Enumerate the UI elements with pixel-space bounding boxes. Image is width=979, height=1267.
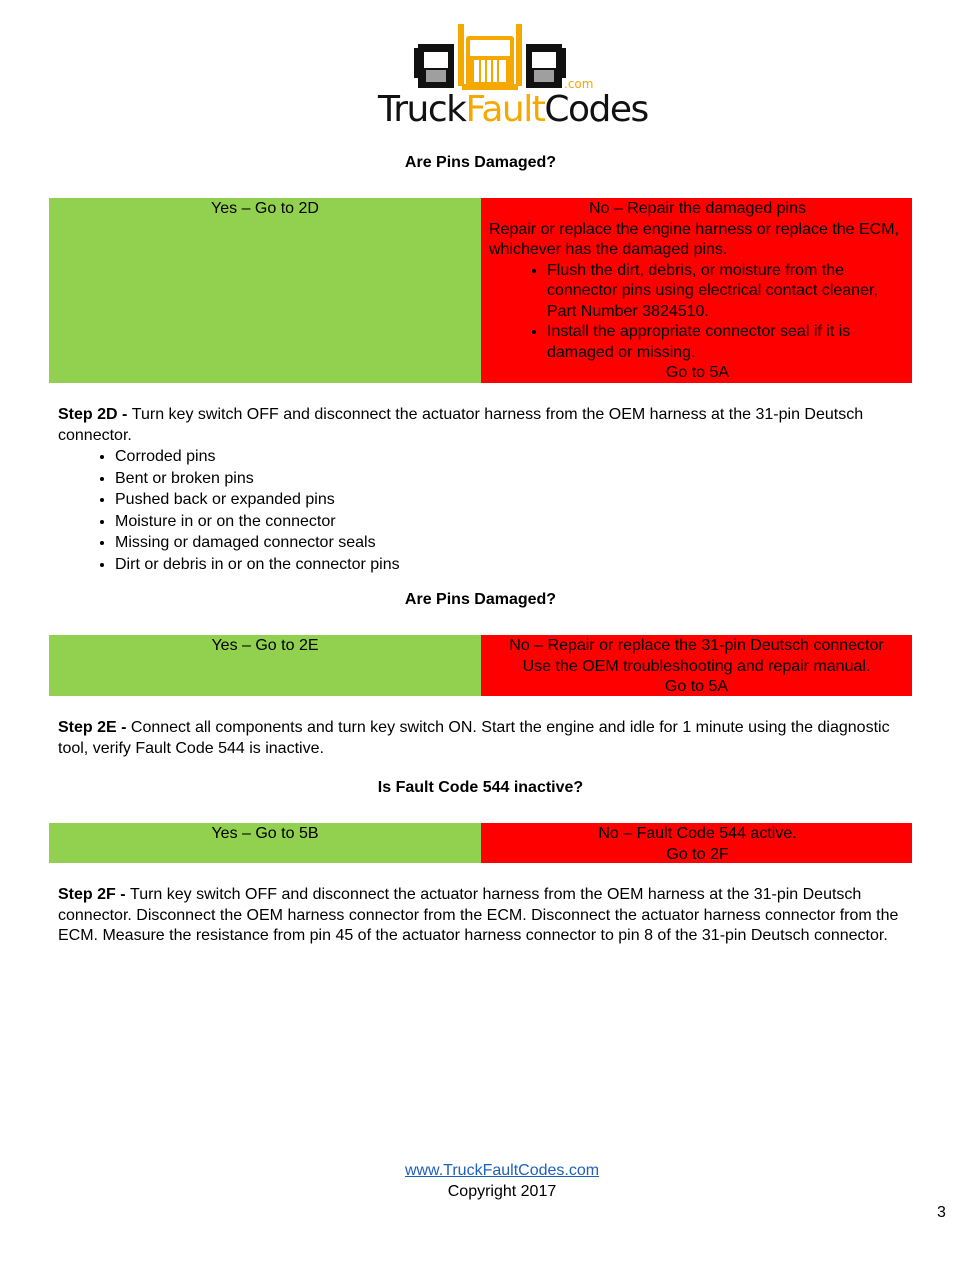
logo-text-truck: Truck (378, 89, 466, 130)
logo-text-codes: Codes (544, 89, 648, 130)
copyright-text: Copyright 2017 (447, 1183, 557, 1200)
no-title-2: No – Repair or replace the 31-pin Deutsch connector (509, 637, 884, 654)
no-goto-1: Go to 5A (665, 364, 730, 381)
no-title-3: No – Fault Code 544 active. (598, 825, 797, 842)
no-bullet-list-1 (489, 261, 906, 364)
no-text-2: Use the OEM troubleshooting and repair manual. (522, 657, 871, 675)
no-cell-2 (481, 635, 912, 696)
step-2f-text: Turn key switch OFF and disconnect the actuator harness from the OEM harness at the 31-pin Deutsch connector. Disconnect the OEM harness connector from the ECM. Disconnect the actuator harness connector from the ECM. Measure the resistance from pin 45 of the actuator harness connector to pin 8 of the 31-pin Deutsch connector. (58, 886, 899, 944)
no-title-1: No – Repair the damaged pins (588, 200, 807, 217)
yes-cell-2 (49, 635, 481, 696)
yes-label-3: Yes – Go to 5B (211, 825, 319, 842)
yes-label-2: Yes – Go to 2E (211, 637, 319, 654)
yes-label-1: Yes – Go to 2D (211, 200, 319, 217)
logo-wordmark (378, 90, 648, 130)
no-goto-3: Go to 2F (666, 845, 729, 863)
logo-text-fault: Fault (465, 89, 545, 130)
list-item: • Bent or broken pins (115, 468, 400, 490)
list-item: • Corroded pins (115, 446, 400, 468)
no-cell-3 (481, 823, 912, 863)
footer-link-row (0, 1161, 979, 1181)
step-2d-label: Step 2D - (58, 406, 132, 423)
step-2d-text: Turn key switch OFF and disconnect the actuator harness from the OEM harness at the 31-pin Deutsch connector. (58, 406, 864, 444)
no-text-1: Repair or replace the engine harness or replace the ECM, whichever has the damaged pins. (489, 220, 899, 258)
question-heading-1: Are Pins Damaged? (404, 154, 557, 171)
list-item: • Pushed back or expanded pins (115, 489, 400, 511)
step-2d-checklist (58, 446, 400, 575)
question-heading-2: Are Pins Damaged? (404, 591, 557, 608)
decision-table-1 (49, 198, 912, 383)
list-item: • Dirt or debris in or on the connector pins (115, 554, 400, 576)
list-item: • Missing or damaged connector seals (115, 532, 400, 554)
no-goto-2: Go to 5A (664, 678, 729, 695)
yes-cell-1 (49, 198, 481, 383)
step-2d-paragraph (58, 405, 918, 446)
list-item: • Flush the dirt, debris, or moisture from the connector pins using electrical contact cleaner, Part Number 3824510. (547, 261, 906, 323)
step-2e-label: Step 2E - (58, 719, 131, 736)
yes-cell-3 (49, 823, 481, 863)
decision-table-3 (49, 823, 912, 863)
decision-table-2 (49, 635, 912, 696)
no-cell-1 (481, 198, 912, 383)
step-2e-text: Connect all components and turn key switch ON. Start the engine and idle for 1 minute using the diagnostic tool, verify Fault Code 544 is inactive. (58, 719, 890, 757)
step-2f-paragraph (58, 885, 918, 947)
logo-domain-suffix: .com (564, 77, 594, 91)
question-heading-3: Is Fault Code 544 inactive? (377, 779, 584, 796)
site-logo (376, 22, 648, 130)
step-2f-label: Step 2F - (58, 886, 131, 903)
list-item: • Install the appropriate connector seal if it is damaged or missing. (547, 322, 906, 363)
step-2e-paragraph (58, 718, 918, 759)
website-link[interactable]: www.TruckFaultCodes.com (404, 1162, 600, 1179)
page-number: 3 (937, 1204, 946, 1221)
list-item: • Moisture in or on the connector (115, 511, 400, 533)
